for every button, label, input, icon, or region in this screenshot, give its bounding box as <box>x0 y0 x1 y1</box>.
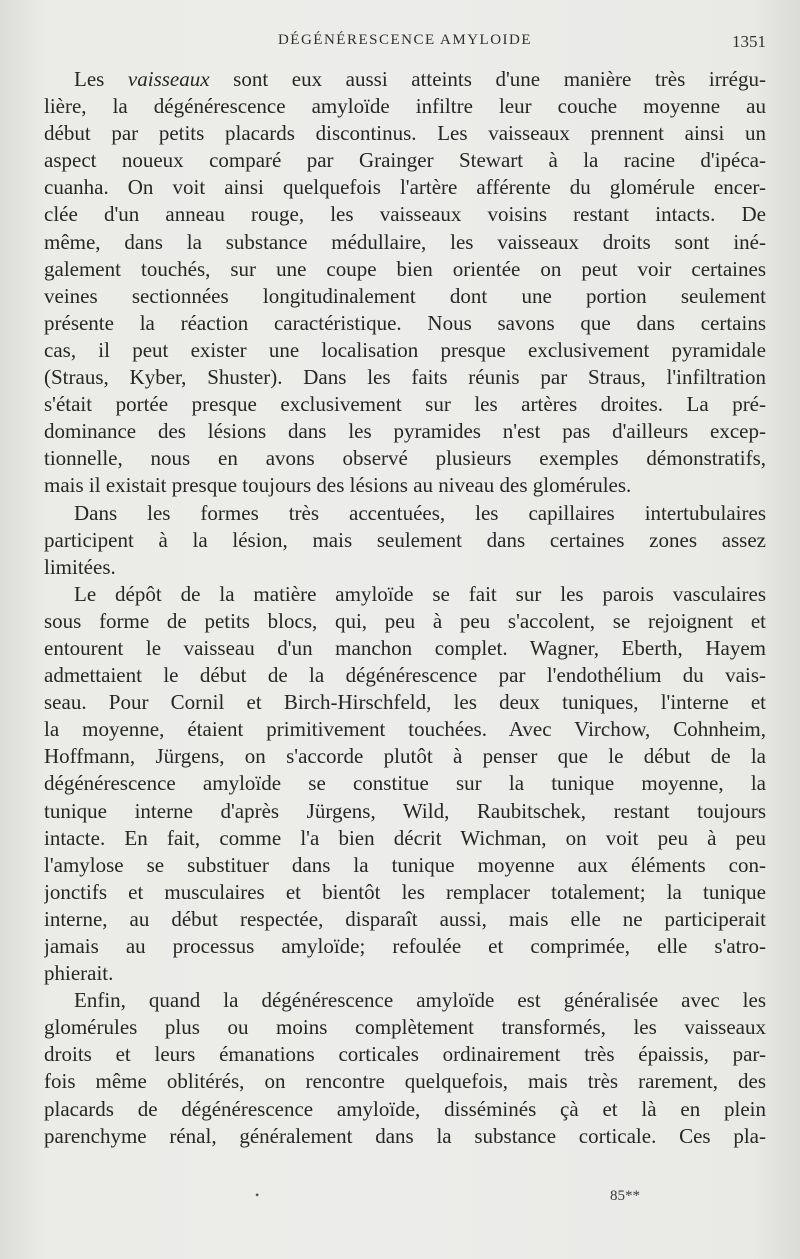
text-line: sous forme de petits blocs, qui, peu à peu s'accolent, se rejoignent et <box>44 608 766 633</box>
text-line: glomérules plus ou moins complètement transformés, les vaisseaux <box>44 1015 766 1040</box>
text-line: interne, au début respectée, disparaît aussi, mais elle ne participerait <box>44 906 766 931</box>
text-line: tunique interne d'après Jürgens, Wild, Raubitschek, restant toujours <box>44 798 766 823</box>
text-line: entourent le vaisseau d'un manchon complet. Wagner, Eberth, Hayem <box>44 635 766 660</box>
text-line: s'était portée presque exclusivement sur les artères droites. La pré- <box>44 392 766 417</box>
text-line: dominance des lésions dans les pyramides n'est pas d'ailleurs excep- <box>44 419 766 444</box>
page-number: 1351 <box>732 32 766 51</box>
text-line: limitées. <box>44 554 116 579</box>
text-line: parenchyme rénal, généralement dans la substance corticale. Ces pla- <box>44 1123 766 1148</box>
text-line: admettaient le début de la dégénérescence par l'endothélium du vais- <box>44 663 766 688</box>
text-line: présente la réaction caractéristique. Nous savons que dans certains <box>44 310 766 335</box>
text-line: jamais au processus amyloïde; refoulée et comprimée, elle s'atro- <box>44 934 766 958</box>
text-line: veines sectionnées longitudinalement dont une portion seulement <box>44 283 766 308</box>
text-line: jonctifs et musculaires et bientôt les remplacer totalement; la tunique <box>44 879 766 904</box>
text-line: même, dans la substance médullaire, les vaisseaux droits sont iné- <box>44 229 766 254</box>
signature-mark: 85** <box>610 1188 640 1204</box>
text-line: Dans les formes très accentuées, les capillaires intertubulaires <box>74 500 766 525</box>
text-line: mais il existait presque toujours des lésions au niveau des glomérules. <box>44 473 632 498</box>
text-line: début par petits placards discontinus. Les vaisseaux prennent ainsi un <box>44 121 766 146</box>
text-line: phierait. <box>44 961 114 986</box>
running-head <box>44 32 766 56</box>
text-line: tionnelle, nous en avons observé plusieurs exemples démonstratifs, <box>44 446 766 471</box>
emphasis-word: vaisseaux <box>127 67 210 91</box>
text-line: lière, la dégénérescence amyloïde infiltre leur couche moyenne au <box>44 94 766 119</box>
running-title: DÉGÉNÉRESCENCE AMYLOIDE <box>277 32 533 48</box>
text-line: aspect noueux comparé par Grainger Stewart à la racine d'ipéca- <box>44 148 766 173</box>
text-line: galement touchés, sur une coupe bien orientée on peut voir certaines <box>44 256 766 281</box>
text-line: cuanha. On voit ainsi quelquefois l'artère afférente du glomérule encer- <box>44 175 766 200</box>
text-line: Le dépôt de la matière amyloïde se fait sur les parois vasculaires <box>74 581 766 606</box>
text-line: l'amylose se substituer dans la tunique moyenne aux éléments con- <box>44 852 766 877</box>
body-text <box>44 66 766 1150</box>
text-line: fois même oblitérés, on rencontre quelquefois, mais très rarement, des <box>44 1069 766 1094</box>
text-line: Hoffmann, Jürgens, on s'accorde plutôt à penser que le début de la <box>44 744 766 769</box>
text-line: dégénérescence amyloïde se constitue sur la tunique moyenne, la <box>44 771 766 796</box>
text-line: Les vaisseaux sont eux aussi atteints d'une manière très irrégu- <box>74 67 766 91</box>
text-line: droits et leurs émanations corticales ordinairement très épaissis, par- <box>44 1042 766 1067</box>
text-line: (Straus, Kyber, Shuster). Dans les faits réunis par Straus, l'infiltration <box>44 365 766 390</box>
text-line: participent à la lésion, mais seulement dans certaines zones assez <box>44 527 766 552</box>
text-line: clée d'un anneau rouge, les vaisseaux voisins restant intacts. De <box>44 202 766 227</box>
text-line: intacte. En fait, comme l'a bien décrit Wichman, on voit peu à peu <box>44 825 766 850</box>
text-line: la moyenne, étaient primitivement touchées. Avec Virchow, Cohnheim, <box>44 717 766 742</box>
text-line: Enfin, quand la dégénérescence amyloïde est généralisée avec les <box>74 988 766 1013</box>
text-line: placards de dégénérescence amyloïde, disséminés çà et là en plein <box>44 1096 766 1121</box>
footer-dot: • <box>255 1188 260 1202</box>
text-line: cas, il peut exister une localisation presque exclusivement pyramidale <box>44 337 766 362</box>
text-line: seau. Pour Cornil et Birch-Hirschfeld, les deux tuniques, l'interne et <box>44 690 766 715</box>
